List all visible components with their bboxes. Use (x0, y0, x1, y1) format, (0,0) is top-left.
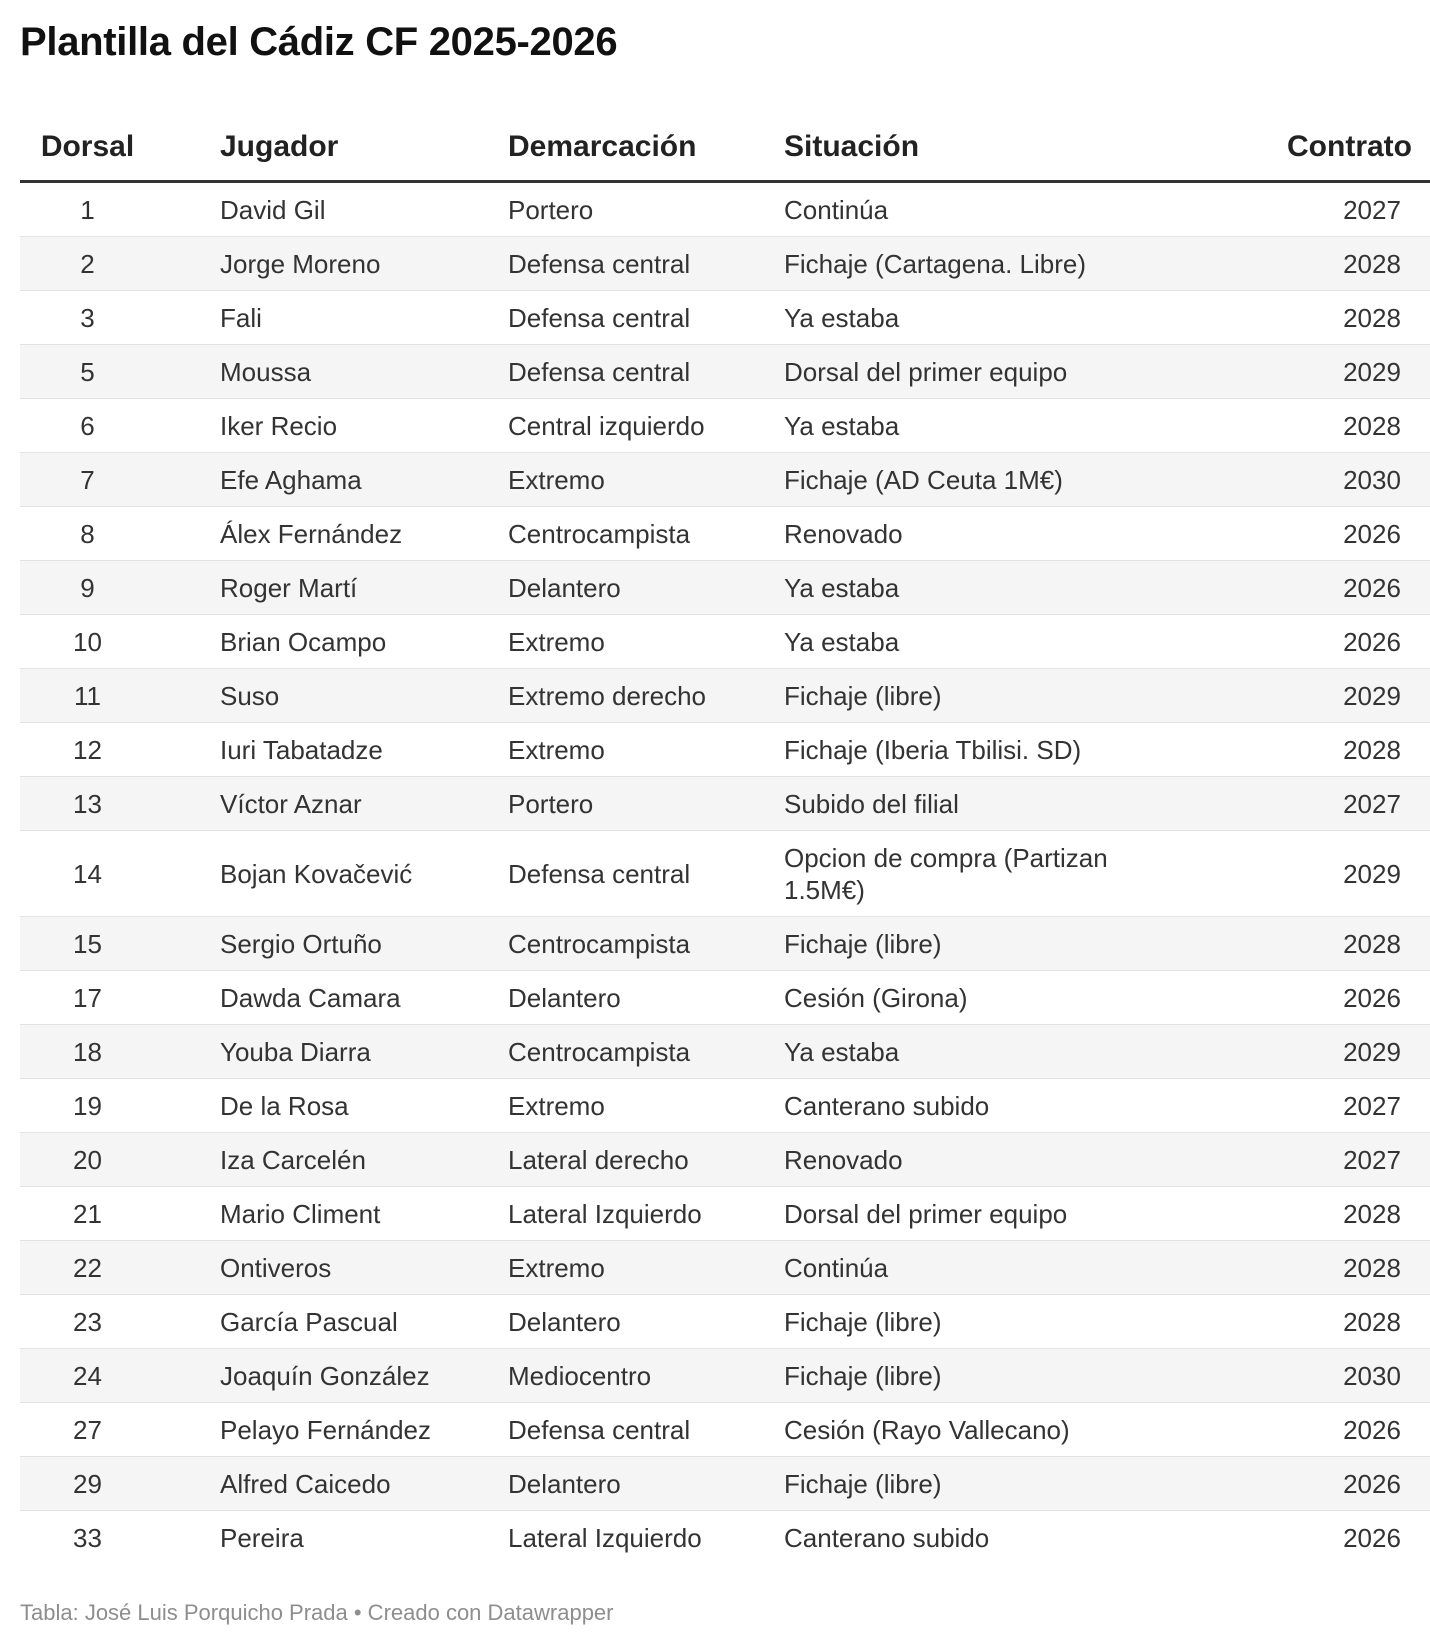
cell-situacion: Cesión (Girona) (784, 971, 1224, 1025)
table-row (20, 777, 1430, 831)
cell-demarcacion: Delantero (508, 1457, 784, 1511)
cell-contrato: 2026 (1224, 561, 1430, 615)
cell-contrato: 2028 (1224, 723, 1430, 777)
table-row (20, 1133, 1430, 1187)
cell-demarcacion: Lateral Izquierdo (508, 1522, 702, 1553)
cell-dorsal: 10 (20, 615, 200, 669)
cell-contrato: 2029 (1224, 1025, 1430, 1079)
cell-jugador: Sergio Ortuño (200, 917, 508, 971)
cell-situacion: Fichaje (libre) (784, 1349, 1224, 1403)
cell-demarcacion: Extremo (508, 1079, 784, 1133)
cell-contrato: 2027 (1224, 777, 1430, 831)
cell-jugador: Roger Martí (200, 561, 508, 615)
cell-contrato: 2028 (1224, 291, 1430, 345)
cell-demarcacion: Defensa central (508, 237, 784, 291)
cell-contrato: 2029 (1224, 345, 1430, 399)
cell-situacion: Fichaje (libre) (784, 1457, 1224, 1511)
cell-demarcacion: Extremo (508, 615, 784, 669)
cell-demarcacion: Delantero (508, 561, 784, 615)
table-body (20, 182, 1430, 1565)
table-row (20, 507, 1430, 561)
cell-demarcacion: Portero (508, 777, 784, 831)
cell-jugador: David Gil (200, 182, 508, 237)
column-header-situacion[interactable]: Situación (784, 114, 1224, 182)
cell-dorsal: 23 (20, 1295, 200, 1349)
cell-situacion: Fichaje (AD Ceuta 1M€) (784, 453, 1224, 507)
cell-contrato: 2026 (1224, 507, 1430, 561)
cell-contrato: 2027 (1224, 1133, 1430, 1187)
cell-contrato: 2028 (1224, 237, 1430, 291)
cell-dorsal: 20 (20, 1133, 200, 1187)
cell-situacion: Ya estaba (784, 399, 1224, 453)
cell-jugador: Iker Recio (200, 399, 508, 453)
table-row (20, 831, 1430, 917)
cell-situacion: Dorsal del primer equipo (784, 1187, 1224, 1241)
cell-jugador: Pelayo Fernández (200, 1403, 508, 1457)
cell-dorsal: 18 (20, 1025, 200, 1079)
table-row (20, 453, 1430, 507)
cell-jugador: Bojan Kovačević (200, 831, 508, 917)
page-title: Plantilla del Cádiz CF 2025-2026 (20, 20, 618, 64)
table-row (20, 1025, 1430, 1079)
cell-contrato: 2026 (1224, 971, 1430, 1025)
cell-jugador: Iuri Tabatadze (200, 723, 508, 777)
table-row (20, 723, 1430, 777)
table-row (20, 291, 1430, 345)
table-header (20, 114, 1430, 182)
cell-dorsal: 17 (20, 971, 200, 1025)
cell-situacion: Fichaje (libre) (784, 917, 1224, 971)
cell-contrato: 2028 (1224, 399, 1430, 453)
cell-demarcacion: Delantero (508, 1295, 784, 1349)
cell-contrato: 2026 (1224, 1457, 1430, 1511)
cell-dorsal: 7 (20, 453, 200, 507)
cell-dorsal: 19 (20, 1079, 200, 1133)
cell-demarcacion: Centrocampista (508, 917, 784, 971)
cell-demarcacion: Mediocentro (508, 1349, 784, 1403)
cell-situacion: Canterano subido (784, 1079, 1224, 1133)
cell-contrato: 2026 (1343, 1522, 1401, 1553)
cell-demarcacion: Defensa central (508, 345, 784, 399)
cell-jugador: Mario Climent (200, 1187, 508, 1241)
table-row (20, 1403, 1430, 1457)
cell-demarcacion: Lateral derecho (508, 1133, 784, 1187)
column-header-dorsal[interactable]: Dorsal (20, 114, 200, 182)
cell-contrato: 2028 (1224, 1295, 1430, 1349)
cell-dorsal: 12 (20, 723, 200, 777)
cell-demarcacion: Centrocampista (508, 1025, 784, 1079)
table-row (20, 971, 1430, 1025)
cell-jugador: García Pascual (200, 1295, 508, 1349)
cell-demarcacion: Defensa central (508, 1403, 784, 1457)
cell-contrato: 2026 (1224, 1403, 1430, 1457)
cell-situacion: Ya estaba (784, 615, 1224, 669)
cell-jugador: Álex Fernández (200, 507, 508, 561)
cell-dorsal: 21 (20, 1187, 200, 1241)
cell-jugador: Suso (200, 669, 508, 723)
cell-dorsal: 29 (20, 1457, 200, 1511)
table-row (20, 1079, 1430, 1133)
table-row (20, 917, 1430, 971)
cell-jugador: Ontiveros (200, 1241, 508, 1295)
cell-situacion: Subido del filial (784, 777, 1224, 831)
cell-situacion: Ya estaba (784, 1025, 1224, 1079)
table-row (20, 1349, 1430, 1403)
cell-dorsal: 5 (20, 345, 200, 399)
cell-dorsal: 13 (20, 777, 200, 831)
table-row (20, 182, 1430, 237)
cell-dorsal: 24 (20, 1349, 200, 1403)
column-header-contrato[interactable]: Contrato (1224, 114, 1430, 182)
cell-situacion: Canterano subido (784, 1522, 990, 1553)
table-row (20, 1295, 1430, 1349)
cell-jugador: Moussa (200, 345, 508, 399)
cell-contrato: 2030 (1224, 453, 1430, 507)
cell-situacion: Continúa (784, 1241, 1224, 1295)
cell-jugador: Joaquín González (200, 1349, 508, 1403)
cell-situacion: Continúa (784, 182, 1224, 237)
cell-dorsal: 1 (20, 182, 200, 237)
cell-jugador: Efe Aghama (200, 453, 508, 507)
cell-situacion: Cesión (Rayo Vallecano) (784, 1403, 1224, 1457)
cell-demarcacion: Central izquierdo (508, 399, 784, 453)
cell-contrato: 2028 (1224, 917, 1430, 971)
cell-contrato: 2029 (1224, 831, 1430, 917)
cell-jugador: Alfred Caicedo (200, 1457, 508, 1511)
cell-jugador: Brian Ocampo (200, 615, 508, 669)
cell-contrato: 2026 (1224, 615, 1430, 669)
cell-dorsal: 15 (20, 917, 200, 971)
cell-dorsal: 2 (20, 237, 200, 291)
table-row (20, 399, 1430, 453)
cell-demarcacion: Portero (508, 182, 784, 237)
cell-demarcacion: Lateral Izquierdo (508, 1187, 784, 1241)
table-row (20, 669, 1430, 723)
table-row (20, 561, 1430, 615)
table-row (20, 1241, 1430, 1295)
cell-situacion: Ya estaba (784, 561, 1224, 615)
cell-jugador: Víctor Aznar (200, 777, 508, 831)
cell-contrato: 2030 (1224, 1349, 1430, 1403)
cell-situacion: Renovado (784, 507, 1224, 561)
cell-situacion: Fichaje (libre) (784, 669, 1224, 723)
cell-jugador: Iza Carcelén (200, 1133, 508, 1187)
cell-situacion: Fichaje (Iberia Tbilisi. SD) (784, 723, 1224, 777)
cell-demarcacion: Extremo derecho (508, 669, 784, 723)
cell-dorsal: 9 (20, 561, 200, 615)
column-header-demarcacion[interactable]: Demarcación (508, 114, 784, 182)
cell-contrato: 2028 (1224, 1241, 1430, 1295)
cell-jugador: Jorge Moreno (200, 237, 508, 291)
cell-jugador: Fali (200, 291, 508, 345)
cell-jugador: Youba Diarra (200, 1025, 508, 1079)
cell-situacion: Dorsal del primer equipo (784, 345, 1224, 399)
table-row (20, 1457, 1430, 1511)
cell-contrato: 2027 (1224, 1079, 1430, 1133)
cell-situacion: Opcion de compra (Partizan 1.5M€) (784, 831, 1224, 917)
column-header-jugador[interactable]: Jugador (200, 114, 508, 182)
source-credit: Tabla: José Luis Porquicho Prada • Creado con Datawrapper (20, 1600, 614, 1625)
cell-situacion: Fichaje (Cartagena. Libre) (784, 237, 1224, 291)
cell-situacion: Fichaje (libre) (784, 1295, 1224, 1349)
cell-contrato: 2028 (1224, 1187, 1430, 1241)
cell-dorsal: 33 (73, 1522, 102, 1553)
cell-dorsal: 6 (20, 399, 200, 453)
cell-jugador: De la Rosa (200, 1079, 508, 1133)
cell-demarcacion: Extremo (508, 453, 784, 507)
cell-jugador: Dawda Camara (200, 971, 508, 1025)
cell-demarcacion: Delantero (508, 971, 784, 1025)
cell-dorsal: 27 (20, 1403, 200, 1457)
cell-dorsal: 22 (20, 1241, 200, 1295)
table-row (20, 1187, 1430, 1241)
cell-contrato: 2027 (1224, 182, 1430, 237)
cell-demarcacion: Extremo (508, 723, 784, 777)
table-row (20, 1511, 1430, 1565)
cell-dorsal: 8 (20, 507, 200, 561)
table-row (20, 237, 1430, 291)
squad-table (20, 114, 1430, 1564)
cell-jugador: Pereira (220, 1522, 304, 1553)
cell-situacion: Ya estaba (784, 291, 1224, 345)
cell-demarcacion: Extremo (508, 1241, 784, 1295)
cell-situacion: Renovado (784, 1133, 1224, 1187)
cell-dorsal: 11 (20, 669, 200, 723)
table-row (20, 615, 1430, 669)
cell-contrato: 2029 (1224, 669, 1430, 723)
cell-demarcacion: Centrocampista (508, 507, 784, 561)
header-row (20, 114, 1430, 182)
cell-demarcacion: Defensa central (508, 291, 784, 345)
table-row (20, 345, 1430, 399)
cell-dorsal: 3 (20, 291, 200, 345)
cell-dorsal: 14 (20, 831, 200, 917)
cell-demarcacion: Defensa central (508, 831, 784, 917)
